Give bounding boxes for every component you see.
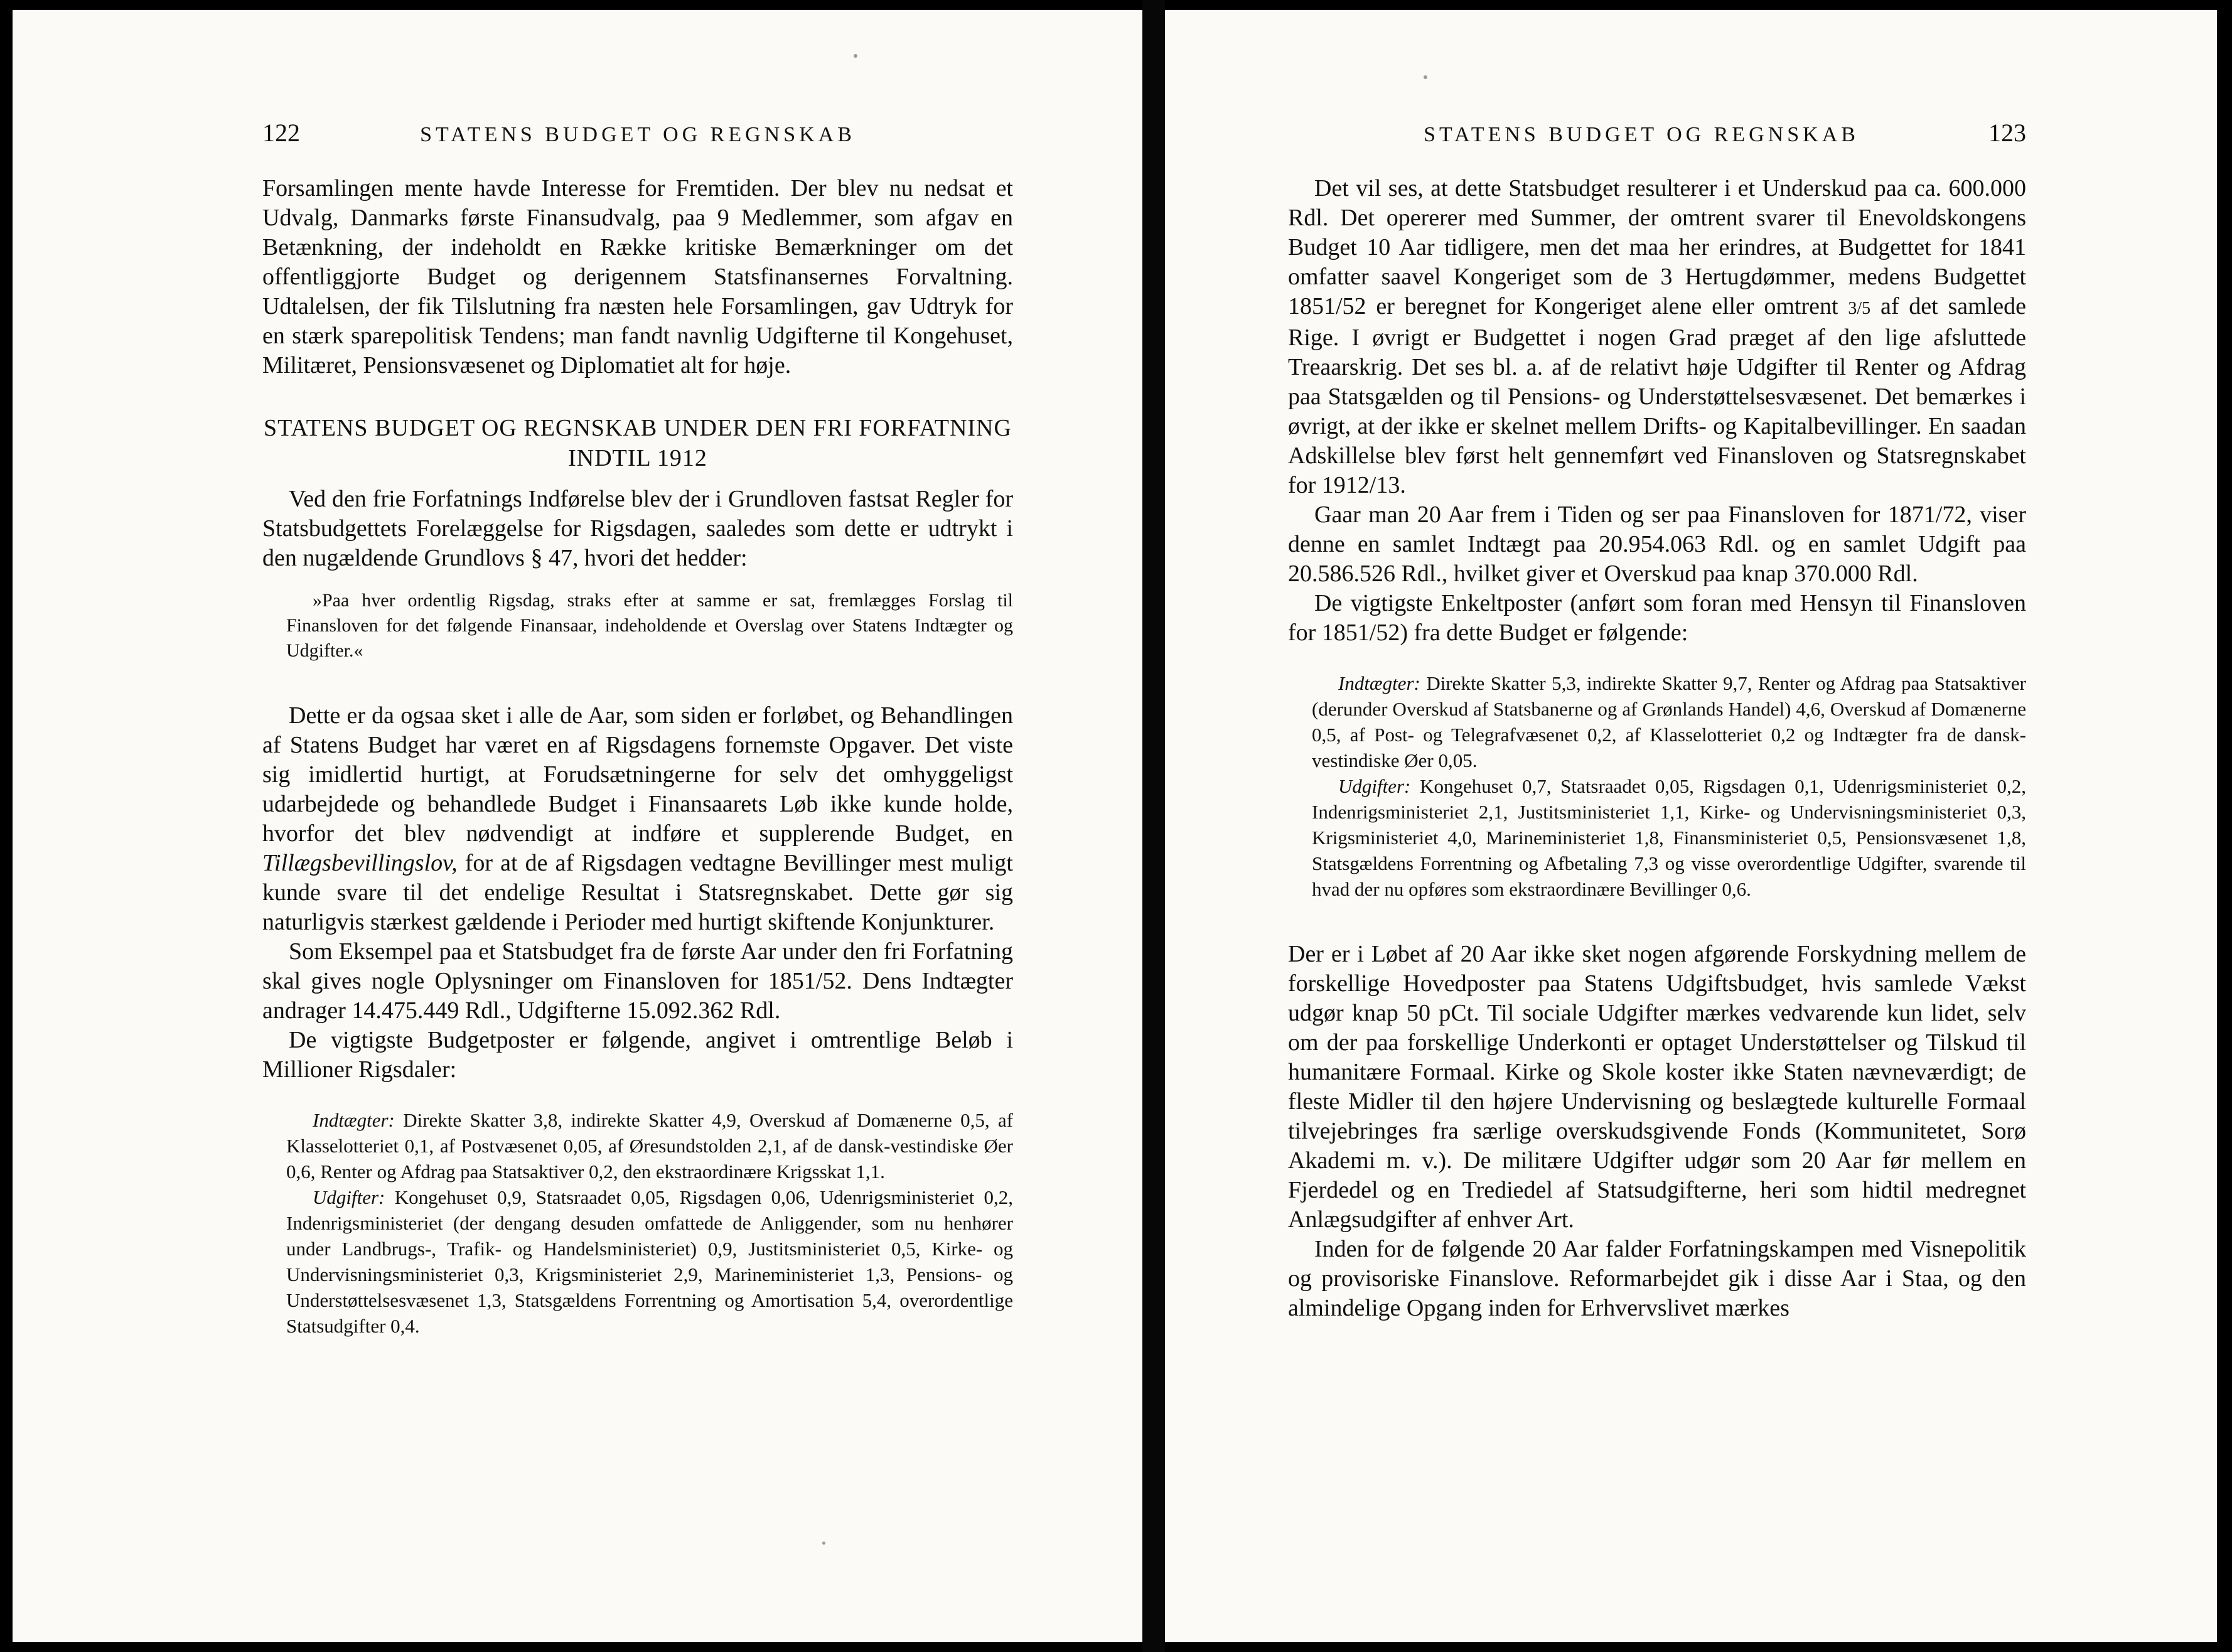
running-head-title: STATENS BUDGET OG REGNSKAB — [1424, 123, 1859, 146]
dust-speck — [822, 1542, 825, 1545]
expense-item — [286, 1184, 1013, 1339]
paragraph: Inden for de følgende 20 Aar falder Forfatningskampen med Visnepolitik og provisoriske Finanslove. Reformarbejdet gik i disse Aar i Staa, og den almindelige Opgang inden for Erhvervslivet mærkes — [1288, 1236, 2026, 1321]
running-header — [262, 118, 1013, 148]
left-page — [13, 10, 1142, 1642]
paragraph: Forsamlingen mente havde Interesse for Fremtiden. Der blev nu nedsat et Udvalg, Danmarks første Finansudvalg, paa 9 Medlemmer, som afgav en Betænkning, der indeholdt en Række kritiske Bemærkninger om det offentliggjorte Budget og derigennem Statsfinansernes Forvaltning. Udtalelsen, der fik Tilslutning fra næsten hele Forsamlingen, gav Udtryk for en stærk sparepolitisk Tendens; man fandt navnlig Udgifterne til Kongehuset, Militæret, Pensionsvæsenet og Diplomatiet alt for høje. — [262, 175, 1013, 378]
paragraph: Der er i Løbet af 20 Aar ikke sket nogen afgørende Forskydning mellem de forskellige Hovedposter paa Statens Udgiftsbudget, hvis samlede Vækst udgør knap 50 pCt. Til sociale Udgifter mærkes vedvarende kun lidet, selv om der paa forskellige Underkonti er optaget Understøttelser og Tilskud til humanitære Formaal. Kirke og Skole koster ikke Staten nævneværdigt; de fleste Midler til den højere Undervisning og beslægtede kulturelle Formaal tilvejebringes fra særlige overskudsgivende Fonds (Kommunitetet, Sorø Akademi m. v.). De militære Udgifter udgør som 20 Aar før mellem en Fjerdedel og en Trediedel af Statsudgifterne, heri som hidtil medregnet Anlægsudgifter af enhver Art. — [1288, 941, 2026, 1233]
expense-text: Kongehuset 0,9, Statsraadet 0,05, Rigsdagen 0,06, Udenrigsministeriet 0,2, Indenrigsministeriet (der dengang desuden omfattede de Anliggender, som nu henhører under Landbrugs-, Trafik- og Handelsministeriet) 0,9, Justitsministeriet 0,5, Kirke- og Undervisningsministeriet 0,3, Krigsministeriet 2,9, Marineministeriet 1,3, Pensions- og Understøttelsesvæsenet 1,3, Statsgældens Forrentning og Amortisation 5,4, overordentlige Statsudgifter 0,4. — [286, 1186, 1013, 1337]
section-heading: STATENS BUDGET OG REGNSKAB UNDER DEN FRI FORFATNING INDTIL 1912 — [264, 415, 1012, 471]
running-head-title: STATENS BUDGET OG REGNSKAB — [420, 123, 856, 146]
dust-speck — [1424, 75, 1427, 79]
running-header — [1288, 118, 2026, 148]
expense-label: Udgifter: — [1338, 775, 1411, 797]
budget-items-block — [286, 1107, 1013, 1339]
revenue-text: Direkte Skatter 5,3, indirekte Skatter 9,7, Renter og Afdrag paa Statsaktiver (derunder Overskud af Statsbanerne og af Grønlands Handel) 4,6, Overskud af Domænerne 0,5, af Post- og Telegrafvæsenet 0,2, af Klasselotteriet 0,2 og Indtægter fra de dansk-vestindiske Øer 0,05. — [1312, 672, 2026, 771]
paragraph: De vigtigste Budgetposter er følgende, angivet i omtrentlige Beløb i Millioner Rigsdaler: — [262, 1027, 1013, 1083]
fraction: 3/5 — [1848, 299, 1871, 318]
revenue-text: Direkte Skatter 3,8, indirekte Skatter 4,9, Overskud af Domænerne 0,5, af Klasselotteriet 0,1, af Postvæsenet 0,05, af Øresundstolden 2,1, af de dansk-vestindiske Øer 0,6, Renter og Afdrag paa Statsaktiver 0,2, den ekstraordinære Krigsskat 1,1. — [286, 1109, 1013, 1183]
budget-items-block — [1312, 670, 2026, 902]
paragraph: Som Eksempel paa et Statsbudget fra de første Aar under den fri Forfatning skal gives nogle Oplysninger om Finansloven for 1851/52. Dens Indtægter andrager 14.475.449 Rdl., Udgifterne 15.092.362 Rdl. — [262, 938, 1013, 1024]
paragraph: Ved den frie Forfatnings Indførelse blev der i Grundloven fastsat Regler for Statsbudgettets Forelæggelse for Rigsdagen, saaledes som dette er udtrykt i den nugældende Grundlovs § 47, hvori det hedder: — [262, 486, 1013, 571]
paragraph-text: for at de af Rigsdagen vedtagne Bevillinger mest muligt kunde svare til det endelige Resultat i Statsregnskabet. Dette gør sig naturligvis stærkest gældende i Perioder med hurtigt skiftende Konjunkturer. — [262, 850, 1013, 935]
paragraph-text: Dette er da ogsaa sket i alle de Aar, som siden er forløbet, og Behandlingen af Statens Budget har været en af Rigsdagens fornemste Opgaver. Det viste sig imidlertid hurtigt, at Forudsætningerne for selv det omhyggeligst udarbejdede og behandlede Budget i Finansaarets Løb ikke kunde holde, hvorfor det blev nødvendigt at indføre et supplerende Budget, en — [262, 702, 1013, 847]
paragraph-text: af det samlede Rige. I øvrigt er Budgettet i nogen Grad præget af den lige afsluttede Treaarskrig. Det ses bl. a. af de relativt høje Udgifter til Renter og Afdrag paa Statsgælden og til Pensions- og Understøttelsesvæsenet. Det bemærkes i øvrigt, at der ikke er skelnet mellem Drifts- og Kapitalbevillinger. En saadan Adskillelse blev først helt gennemført ved Finansloven og Statsregnskabet for 1912/13. — [1288, 293, 2026, 498]
page-number: 123 — [1988, 119, 2026, 147]
book-gutter — [1142, 0, 1165, 1652]
quote-text: »Paa hver ordentlig Rigsdag, straks efter at samme er sat, fremlægges Forslag til Finansloven for det følgende Finansaar, indeholdende et Overslag over Statens Indtægter og Udgifter.« — [286, 590, 1013, 661]
expense-label: Udgifter: — [313, 1186, 385, 1208]
expense-text: Kongehuset 0,7, Statsraadet 0,05, Rigsdagen 0,1, Udenrigsministeriet 0,2, Indenrigsministeriet 2,1, Justitsministeriet 1,1, Kirke- og Undervisningsministeriet 0,3, Krigsministeriet 4,0, Marineministeriet 1,8, Finansministeriet 0,5, Pensionsvæsenet 1,8, Statsgældens Forrentning og Afbetaling 7,3 og visse overordentlige Udgifter, svarende til hvad der nu opføres som ekstraordinære Bevillinger 0,6. — [1312, 775, 2026, 900]
dust-speck — [854, 54, 857, 58]
right-page — [1165, 10, 2217, 1642]
paragraph: De vigtigste Enkeltposter (anført som foran med Hensyn til Finansloven for 1851/52) fra dette Budget er følgende: — [1288, 590, 2026, 646]
paragraph: Gaar man 20 Aar frem i Tiden og ser paa Finansloven for 1871/72, viser denne en samlet Indtægt paa 20.954.063 Rdl. og en samlet Udgift paa 20.586.526 Rdl., hvilket giver et Overskud paa knap 370.000 Rdl. — [1288, 501, 2026, 587]
paragraph-text: Det vil ses, at dette Statsbudget resulterer i et Underskud paa ca. 600.000 Rdl. Det opererer med Summer, der omtrent svarer til Enevoldskongens Budget 10 Aar tidligere, men det maa her erindres, at Budgettet for 1841 omfatter saavel Kongeriget som de 3 Hertugdømmer, medens Budgettet 1851/52 er beregnet for Kongeriget alene eller omtrent — [1288, 175, 2026, 319]
revenue-label: Indtægter: — [313, 1109, 395, 1131]
revenue-label: Indtægter: — [1338, 672, 1420, 694]
italic-term: Tillægsbevillingslov, — [262, 850, 458, 876]
revenue-item — [1312, 670, 2026, 773]
page-number: 122 — [262, 119, 300, 147]
paragraph — [1288, 174, 2026, 500]
paragraph — [262, 701, 1013, 937]
revenue-item — [286, 1107, 1013, 1184]
block-quote — [286, 588, 1013, 663]
left-page-content — [262, 118, 1013, 1376]
right-page-content — [1288, 118, 2026, 1323]
expense-item — [1312, 773, 2026, 902]
